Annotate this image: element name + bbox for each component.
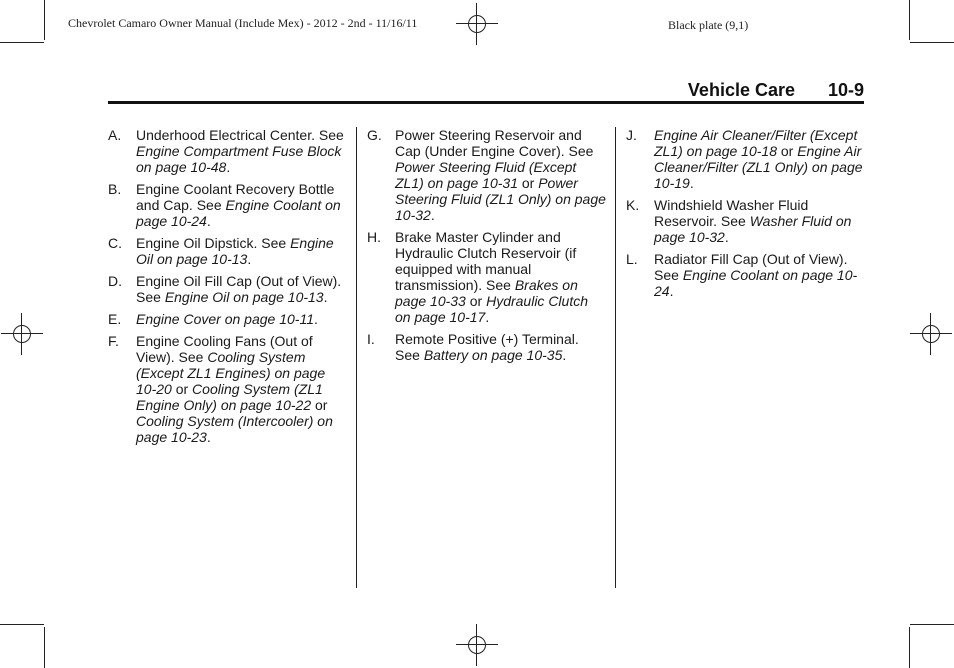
legend-description <box>395 127 607 223</box>
column-divider <box>356 127 357 588</box>
crop-mark <box>909 627 910 668</box>
description-text: Radiator Fill Cap (Out of View). See <box>654 251 848 283</box>
legend-letter: E. <box>108 311 122 327</box>
running-header <box>108 80 864 100</box>
legend-description <box>136 333 346 445</box>
description-text: . <box>247 251 252 267</box>
description-text: or <box>171 381 193 397</box>
crop-mark <box>909 0 910 40</box>
cross-reference: Engine Oil on page 10-13 <box>164 289 324 305</box>
legend-description <box>136 181 346 229</box>
legend-letter: K. <box>626 197 640 213</box>
plate-label: Black plate (9,1) <box>668 18 749 32</box>
description-text: . <box>323 289 328 305</box>
legend-item <box>108 311 346 327</box>
description-text: Underhood Electrical Center. See <box>136 127 344 143</box>
print-slug: Chevrolet Camaro Owner Manual (Include Mex) - 2012 - 2nd - 11/16/11 <box>68 16 418 30</box>
cross-reference: Engine Air Cleaner/Filter (Except ZL1) on page 10-18 <box>654 127 858 159</box>
description-text: . <box>430 207 435 223</box>
description-text: . <box>313 311 318 327</box>
cross-reference: Engine Coolant on page 10-24 <box>136 197 341 229</box>
legend-item <box>108 235 346 267</box>
description-text: or <box>776 143 798 159</box>
cross-reference: Cooling System (Intercooler) on page 10-23 <box>136 413 333 445</box>
description-text: Engine Oil Dipstick. See <box>136 235 291 251</box>
legend-description <box>136 311 346 327</box>
crop-mark <box>910 624 954 625</box>
legend-letter: F. <box>108 333 119 349</box>
description-text: Power Steering Reservoir and Cap (Under Engine Cover). See <box>395 127 594 159</box>
description-text: . <box>562 347 567 363</box>
legend-description <box>136 235 346 267</box>
legend-description <box>395 229 607 325</box>
description-text: . <box>724 229 729 245</box>
legend-letter: C. <box>108 235 122 251</box>
description-text: . <box>206 429 211 445</box>
cross-reference: Engine Oil on page 10-13 <box>136 235 334 267</box>
description-text: Brake Master Cylinder and Hydraulic Clutch Reservoir (if equipped with manual transmission). See <box>395 229 577 293</box>
legend-item <box>108 181 346 229</box>
cross-reference: Engine Cover on page 10-11 <box>136 311 314 327</box>
legend-description <box>654 251 864 299</box>
legend-letter: B. <box>108 181 122 197</box>
registration-mark-icon <box>916 319 946 349</box>
registration-mark-icon <box>7 319 37 349</box>
cross-reference: Cooling System (Except ZL1 Engines) on page 10-20 <box>136 349 326 397</box>
registration-mark-icon <box>462 630 492 660</box>
legend-column-1 <box>108 127 346 451</box>
legend-letter: I. <box>367 331 375 347</box>
description-text: . <box>689 175 694 191</box>
legend-item <box>367 127 607 223</box>
cross-reference: Power Steering Fluid (Except ZL1) on page 10-31 <box>395 159 577 191</box>
legend-description <box>395 331 607 363</box>
description-text: Windshield Washer Fluid Reservoir. See <box>654 197 809 229</box>
legend-item <box>108 127 346 175</box>
cross-reference: Engine Compartment Fuse Block on page 10-48 <box>136 143 342 175</box>
legend-letter: H. <box>367 229 381 245</box>
section-title: Vehicle Care <box>687 80 795 100</box>
description-text: Remote Positive (+) Terminal. See <box>395 331 579 363</box>
header-rule <box>108 101 864 104</box>
legend-letter: G. <box>367 127 382 143</box>
crop-mark <box>0 624 44 625</box>
cross-reference: Engine Air Cleaner/Filter (ZL1 Only) on page 10-19 <box>654 143 863 191</box>
description-text: Engine Oil Fill Cap (Out of View). See <box>136 273 342 305</box>
description-text: or <box>517 175 539 191</box>
registration-mark-icon <box>462 9 492 39</box>
crop-mark <box>44 0 45 40</box>
legend-item <box>108 273 346 305</box>
cross-reference: Washer Fluid on page 10-32 <box>654 213 852 245</box>
page-number: 10-9 <box>827 80 864 100</box>
description-text: . <box>206 213 211 229</box>
legend-letter: J. <box>626 127 637 143</box>
cross-reference: Engine Coolant on page 10-24 <box>654 267 858 299</box>
legend-column-3 <box>626 127 864 305</box>
description-text: or <box>311 397 328 413</box>
crop-mark <box>910 42 954 43</box>
legend-letter: D. <box>108 273 122 289</box>
description-text: Engine Cooling Fans (Out of View). See <box>136 333 313 365</box>
legend-item <box>108 333 346 445</box>
column-divider <box>615 127 616 588</box>
legend-description <box>654 127 864 191</box>
crop-mark <box>0 42 44 43</box>
cross-reference: Battery on page 10-35 <box>423 347 563 363</box>
legend-description <box>654 197 864 245</box>
legend-description <box>136 273 346 305</box>
description-text: . <box>669 283 674 299</box>
legend-letter: L. <box>626 251 638 267</box>
cross-reference: Brakes on page 10-33 <box>395 277 578 309</box>
description-text: or <box>465 293 487 309</box>
legend-item <box>626 127 864 191</box>
legend-item <box>367 331 607 363</box>
cross-reference: Power Steering Fluid (ZL1 Only) on page 10-32 <box>395 175 606 223</box>
legend-item <box>626 197 864 245</box>
cross-reference: Hydraulic Clutch on page 10-17 <box>395 293 589 325</box>
description-text: Engine Coolant Recovery Bottle and Cap. See <box>136 181 335 213</box>
legend-item <box>367 229 607 325</box>
cross-reference: Cooling System (ZL1 Engine Only) on page 10-22 <box>136 381 323 413</box>
description-text: . <box>226 159 231 175</box>
crop-mark <box>44 627 45 668</box>
legend-item <box>626 251 864 299</box>
legend-column-2 <box>367 127 607 369</box>
description-text: . <box>485 309 490 325</box>
legend-description <box>136 127 346 175</box>
legend-letter: A. <box>108 127 122 143</box>
